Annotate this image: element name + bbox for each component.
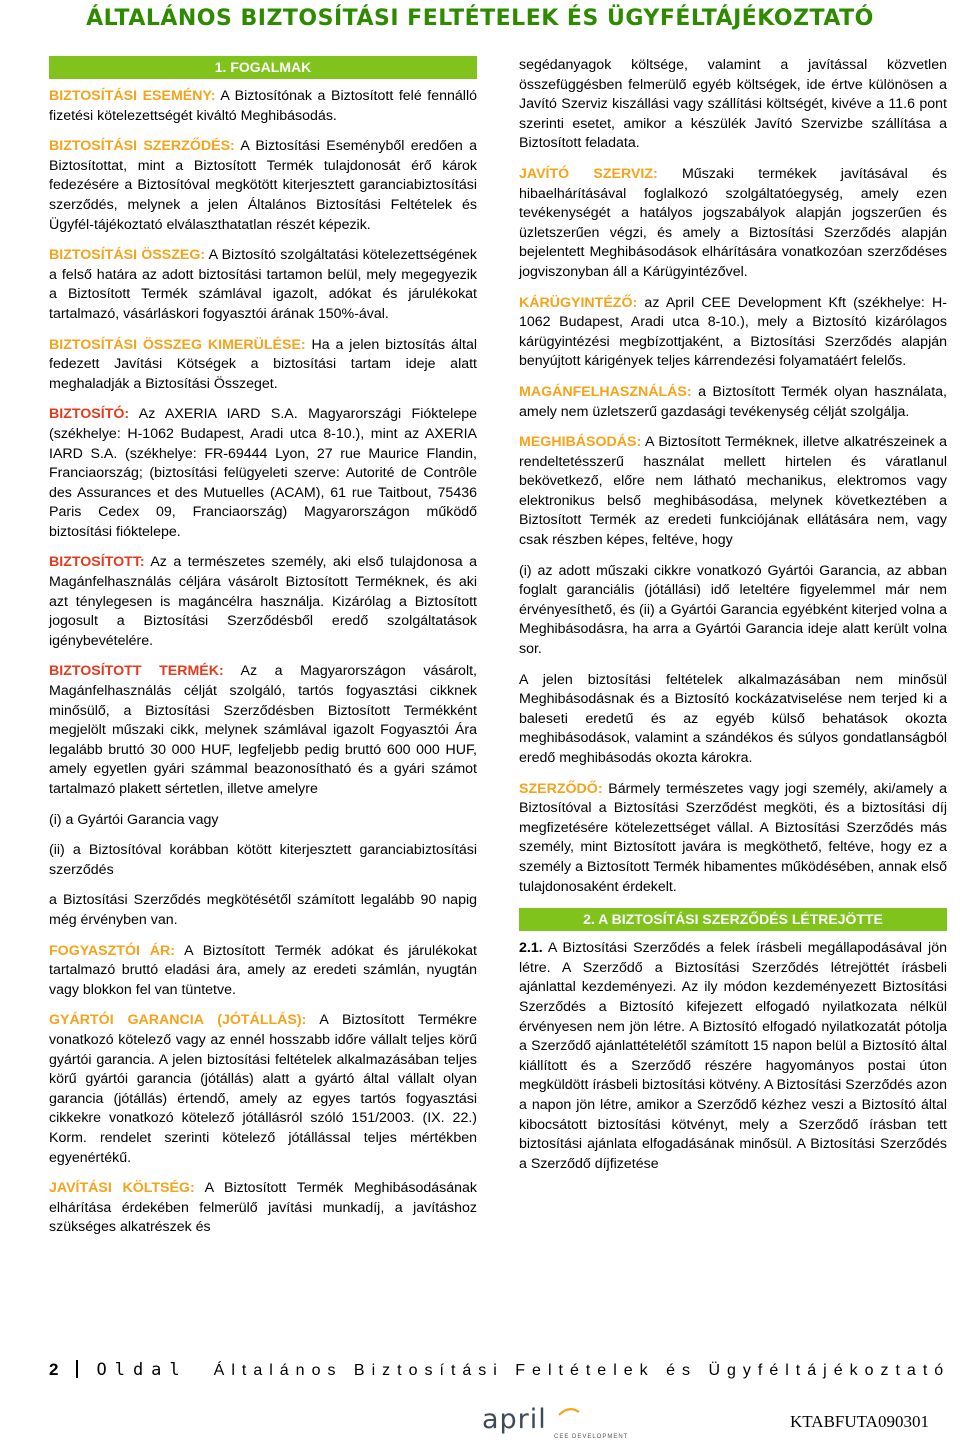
definition-text: (i) a Gyártói Garancia vagy (49, 811, 219, 828)
definition-term: BIZTOSÍTOTT: (49, 554, 145, 571)
clause-text: A Biztosítási Szerződés a felek írásbeli megállapodásával jön létre. A Szerződő a Biztosítási Szerződés létrejöttét írásbeli ajánlattal kezdeményezi. Az ily módon kezdeményezett Biztosítási Szerződés a Biztosító kifejezett elfogadó nyilatkozata nélkül érvényesen nem jön létre. A Biztosító elfogadó nyilatkozatát pótolja a Szerződő ajánlattételétől számított 15 napon belül a Biztosító által kiállított és a Szerződő részére hagyományos postai úton megküldött írásbeli biztosítási kötvény. A Biztosítási Szerződés azon a napon jön létre, amikor a Szerződő kézhez veszi a Biztosító által kibocsátott biztosítási kötvényt, mely a Szerződő írásban tett biztosítási ajánlata elfogadásának minősül. A Biztosítási Szerződés a Szerződő díjfizetése (519, 940, 947, 1172)
left-paragraph (49, 891, 477, 930)
definition-term: BIZTOSÍTÁSI ÖSSZEG: (49, 247, 206, 264)
definition-text: A Biztosított Terméknek, illetve alkatrészeinek a rendeltetésszerű használat mellett hirtelen és váratlanul bekövetkező, előre nem látható mechanikus, elektromos vagy elektronikus belső meghibásodása, melynek következtében a Biztosított Termék az eredeti funkciójának ellátására nem, vagy csak részben képes, feltéve, hogy (519, 434, 947, 549)
right-paragraph (519, 294, 947, 372)
logo-swoosh-icon (558, 1407, 580, 1416)
right-paragraph (519, 433, 947, 551)
left-paragraph (49, 87, 477, 126)
definition-text: A jelen biztosítási feltételek alkalmazásában nem minősül Meghibásodásnak és a Biztosító kockázatviselése nem terjed ki a baleseti eredetű és az egyéb külső behatások okozta meghibásodások, valamint a szándékos és súlyos gondatlanságból eredő meghibásodás okozta károkra. (519, 671, 947, 766)
definition-text: A Biztosított Termék Meghibásodásának elhárítása érdekében felmerülő javítási munkadíj, a javításhoz szükséges alkatrészek és (49, 1180, 477, 1236)
footer-oldal: Oldal (96, 1360, 188, 1380)
definition-term: KÁRÜGYINTÉZŐ: (519, 294, 638, 311)
document-code: KTABFUTA090301 (790, 1412, 929, 1431)
definition-text: A Biztosított Termék adókat és járulékokat tartalmazó bruttó eladási ára, amely az eredeti számlán, nyugtán vagy blokkon fel van tüntetve. (49, 942, 477, 998)
definition-term: GYÁRTÓI GARANCIA (JÓTÁLLÁS): (49, 1012, 307, 1029)
right-paragraphs (519, 56, 947, 897)
right-paragraph (519, 780, 947, 898)
left-paragraphs (49, 87, 477, 1238)
left-paragraph (49, 405, 477, 542)
definition-text: Az a Magyarországon vásárolt, Magánfelhasználás célját szolgáló, tartós fogyasztási cikknek minősülő, a Biztosítási Szerződésben Biztosított Termékként megjelölt műszaki cikk, melynek számlával igazolt Fogyasztói Ára legalább bruttó 30 000 HUF, legfeljebb pedig bruttó 600 000 HUF, amely egyetlen gyári számmal beazonosítható és a gyári számot tartalmazó plakett sértetlen, illetve amelyre (49, 663, 477, 797)
definition-text: A Biztosítónak a Biztosított felé fennálló fizetési kötelezettségét kiváltó Meghibásodás. (49, 88, 477, 124)
right-paragraph (519, 56, 947, 154)
left-paragraph (49, 246, 477, 324)
logo-subtitle: CEE DEVELOPMENT (554, 1434, 629, 1440)
definition-term: BIZTOSÍTÁSI ESEMÉNY: (49, 88, 216, 104)
definition-text: Műszaki termékek javításával és hibaelhárításával foglalkozó szolgáltatóegység, amely ezen tevékenységét a hatályos jogszabályok alapján jogszerűen és üzletszerűen végzi, és amely a Biztosítási Szerződés alapján bejelentett Meghibásodások elhárítására vonatkozóan szerződéses jogviszonyban áll a Kárügyintézővel. (519, 165, 947, 280)
right-paragraph (519, 165, 947, 283)
definition-text: a Biztosított Termék olyan használata, amely nem üzletszerű gazdasági tevékenység célját szolgálja. (519, 383, 947, 420)
left-paragraph (49, 662, 477, 799)
right-paragraph (519, 671, 947, 769)
left-paragraph (49, 1011, 477, 1168)
definition-text: (ii) a Biztosítóval korábban kötött kiterjesztett garanciabiztosítási szerződés (49, 842, 477, 878)
definition-text: A Biztosítási Eseményből eredően a Biztosítottat, mint a Biztosított Termék tulajdonosát érő károk fedezésére a Biztosítóval megkötött kiterjesztett garanciabiztosítási szerződés, melynek a jelen Általános Biztosítási Feltételek és Ügyfél-tájékoztató elválaszthatatlan részét képezik. (49, 138, 477, 233)
definition-text: Ha a jelen biztosítás által fedezett Javítási Kötségek a biztosítási tartam ideje alatt meghaladják a Biztosítási Összeget. (49, 336, 477, 392)
left-paragraph (49, 811, 477, 831)
paragraph-2-1 (519, 939, 947, 1174)
right-column (519, 56, 947, 1185)
left-paragraph (49, 942, 477, 1001)
definition-term: MEGHIBÁSODÁS: (519, 434, 642, 451)
page-number: 2 (49, 1360, 59, 1379)
footer-divider (76, 1360, 78, 1378)
right-paragraph (519, 562, 947, 660)
definition-text: A Biztosító szolgáltatási kötelezettségének a felső határa az adott biztosítási tartamon belül, mely megegyezik a Biztosított Termék számlával igazolt, adókat és járulékokat tartalmazó, vásárláskori fogyasztói árának 150%-ával. (49, 247, 477, 322)
definition-term: JAVÍTÓ SZERVIZ: (519, 165, 658, 182)
left-paragraph (49, 336, 477, 395)
definition-text: Az a természetes személy, aki első tulajdonosa a Magánfelhasználás céljára vásárolt Biztosított Terméknek, és aki azt ténylegesen is magáncélra használja. Kizárólag a Biztosított jogosult a Biztosítási Szerződésből eredő szolgáltatások igénybevételére. (49, 554, 477, 649)
definition-text: Bármely természetes vagy jogi személy, aki/amely a Biztosítóval a Biztosítási Szerződést megköti, és a biztosítási díj megfizetésére kötelezettséget vállal. A Biztosítási Szerződés más személy, mint Biztosított javára is megköthető, feltéve, hogy ez a személy a Biztosított Termék hibamentes működésében, annak első tulajdonosaként érdekelt. (519, 780, 947, 895)
definition-text: A Biztosított Termékre vonatkozó kötelező vagy az ennél hosszabb időre vállalt teljes körű gyártói garancia. A jelen biztosítási feltételek alkalmazásában teljes körű gyártói garancia (jótállás) alatt a gyártó által vállalt olyan garancia (jótállás) értendő, amely az egyes tartós fogyasztási cikkekre vonatkozó kötelező jótállásról szóló 151/2003. (IX. 22.) Korm. rendelet szerinti kötelező jótállással teljes mértékben egyenértékű. (49, 1012, 477, 1166)
left-paragraph (49, 553, 477, 651)
definition-term: BIZTOSÍTOTT TERMÉK: (49, 663, 224, 680)
section-heading-fogalmak: 1. FOGALMAK (49, 56, 477, 79)
section-heading-letrejotte: 2. A BIZTOSÍTÁSI SZERZŐDÉS LÉTREJÖTTE (519, 908, 947, 931)
definition-term: SZERZŐDŐ: (519, 780, 603, 797)
definition-term: MAGÁNFELHASZNÁLÁS: (519, 383, 692, 400)
footer-running-title: Általános Biztosítási Feltételek és Ügyféltájékoztató (213, 1362, 951, 1379)
definition-text: Az AXERIA IARD S.A. Magyarországi Fióktelepe (székhelye: H-1062 Budapest, Aradi utca 8-10.), mint az AXERIA IARD S.A. (székhelye: FR-69444 Lyon, 27 rue Maurice Flandin, Franciaország; (biztosítási felügyeleti szerve: Autorité de Contrôle des Assurances et des Mutuelles (ACAM), 61 rue Taitbout, 75436 Paris Cedex 09, Franciaország) Magyarországon működő biztosítási fióktelepe. (49, 406, 477, 540)
definition-term: BIZTOSÍTÁSI ÖSSZEG KIMERÜLÉSE: (49, 336, 306, 353)
right-paragraph (519, 383, 947, 422)
left-paragraph (49, 137, 477, 235)
definition-text: a Biztosítási Szerződés megkötésétől számított legalább 90 napig még érvényben van. (49, 892, 477, 928)
clause-number: 2.1. (519, 940, 543, 957)
definition-text: (i) az adott műszaki cikkre vonatkozó Gyártói Garancia, az abban foglalt garanciális (jótállási) idő leteltére figyelemmel már nem érvényesíthető, és (ii) a Gyártói Garancia egyébként kiterjed volna a Meghibásodásra, ha arra a Gyártói Garancia ideje alatt került volna sor. (519, 562, 947, 658)
definition-term: BIZTOSÍTÓ: (49, 406, 130, 423)
definition-term: BIZTOSÍTÁSI SZERZŐDÉS: (49, 138, 235, 155)
document-title: ÁLTALÁNOS BIZTOSÍTÁSI FELTÉTELEK ÉS ÜGYFÉLTÁJÉKOZTATÓ (86, 6, 874, 31)
definition-text: az April CEE Development Kft (székhelye: H-1062 Budapest, Aradi utca 8-10.), mely a Biztosító kizárólagos kárügyintézési megbízottjaként, a Biztosítási Szerződés alapján benyújtott kárigények teljes kárrendezési folyamatáért felelős. (519, 294, 947, 370)
left-column (49, 56, 477, 1249)
logo-wordmark: april (482, 1404, 547, 1435)
definition-text: segédanyagok költsége, valamint a javítással közvetlen összefüggésben felmerülő egyéb költségek, ide értve különösen a Javító Szerviz kiszállási vagy szállítási költségét, kivéve a 11.6 pont szerinti esetet, amikor a készülék Javító Szervizbe szállítása a Biztosított feladata. (519, 57, 947, 152)
left-paragraph (49, 1179, 477, 1238)
left-paragraph (49, 841, 477, 880)
definition-term: JAVÍTÁSI KÖLTSÉG: (49, 1180, 195, 1197)
page-footer (49, 1360, 950, 1380)
april-logo (482, 1404, 629, 1440)
definition-term: FOGYASZTÓI ÁR: (49, 942, 176, 959)
